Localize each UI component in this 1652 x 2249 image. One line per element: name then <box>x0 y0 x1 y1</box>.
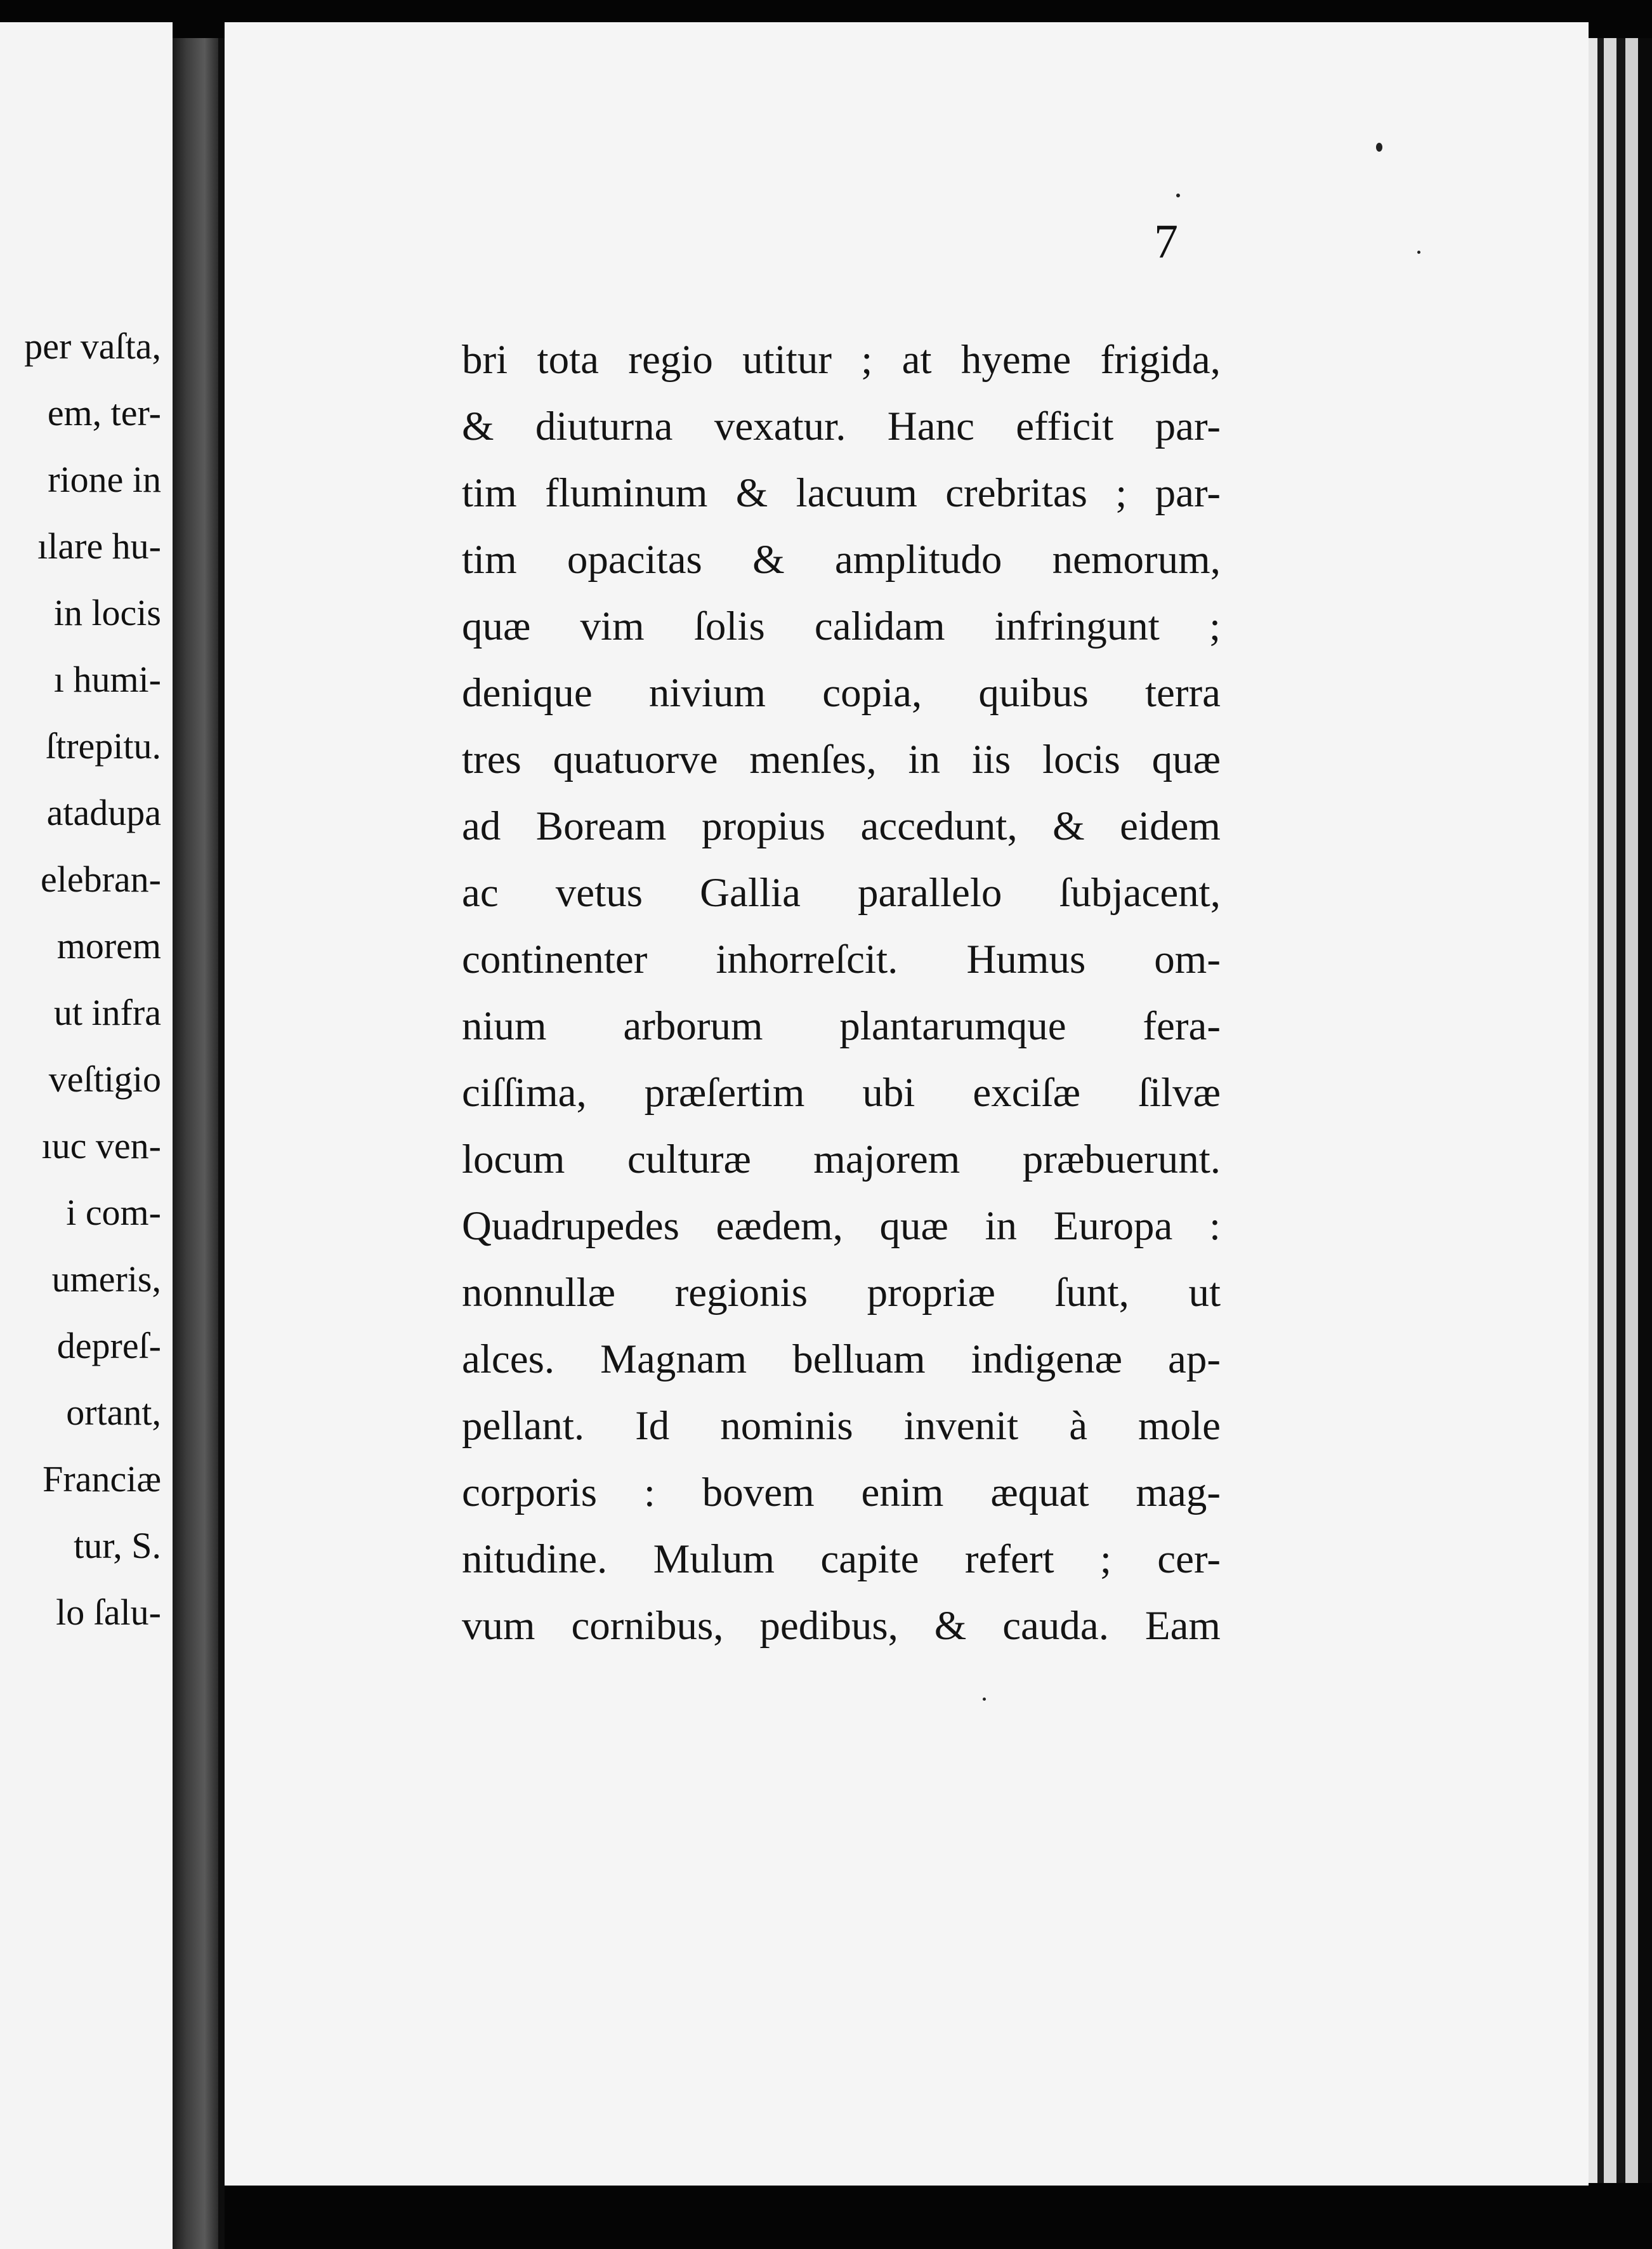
previous-page-line: rione in <box>48 459 161 500</box>
previous-page-line: veſtigio <box>48 1059 161 1100</box>
body-text <box>462 327 1221 1659</box>
text-line: pellant. Id nominis invenit à mole <box>462 1403 1221 1449</box>
gutter-shadow <box>218 38 225 2249</box>
previous-page-line: ıuc ven- <box>41 1125 161 1166</box>
text-line: nonnullæ regionis propriæ ſunt, ut <box>462 1270 1221 1316</box>
previous-page-line: umeris, <box>51 1258 161 1300</box>
scan-speck <box>1376 143 1382 152</box>
previous-page-line: i com- <box>66 1192 161 1233</box>
previous-page-line: ut infra <box>53 992 161 1033</box>
previous-page-line: morem <box>56 925 161 966</box>
previous-page-line: ı humi- <box>53 659 161 700</box>
page-edge <box>1604 38 1616 2183</box>
scan-speck <box>1417 251 1420 254</box>
previous-page-line: em, ter- <box>47 392 161 433</box>
text-line: alces. Magnam belluam indigenæ ap- <box>462 1336 1221 1382</box>
text-line: bri tota regio utitur ; at hyeme frigida, <box>462 337 1221 383</box>
main-page <box>225 22 1589 2186</box>
text-line: corporis : bovem enim æquat mag- <box>462 1470 1221 1515</box>
previous-page-line: per vaſta, <box>24 326 161 367</box>
previous-page-line: Franciæ <box>43 1458 161 1500</box>
scan-speck <box>983 1698 986 1701</box>
text-line: ad Boream propius accedunt, & eidem <box>462 803 1221 849</box>
page-number: 7 <box>1154 215 1178 268</box>
scan-speck <box>1176 194 1180 197</box>
text-line: & diuturna vexatur. Hanc efficit par- <box>462 404 1221 449</box>
book-gutter <box>173 38 218 2249</box>
text-line: denique nivium copia, quibus terra <box>462 670 1221 716</box>
page-edge <box>1589 38 1597 2183</box>
text-line: tim fluminum & lacuum crebritas ; par- <box>462 470 1221 516</box>
page-edge <box>1597 38 1604 2183</box>
text-line: quæ vim ſolis calidam infringunt ; <box>462 603 1221 649</box>
previous-page-line: ortant, <box>66 1392 161 1433</box>
page-edge <box>1638 38 1652 2183</box>
text-line: tim opacitas & amplitudo nemorum, <box>462 537 1221 583</box>
text-line: nium arborum plantarumque fera- <box>462 1003 1221 1049</box>
page-edge <box>1616 38 1625 2183</box>
previous-page-line: depreſ- <box>56 1325 161 1366</box>
text-line: vum cornibus, pedibus, & cauda. Eam <box>462 1603 1221 1649</box>
text-line: ac vetus Gallia parallelo ſubjacent, <box>462 870 1221 916</box>
text-line: continenter inhorreſcit. Humus om- <box>462 937 1221 982</box>
previous-page-line: ſtrepitu. <box>45 725 161 767</box>
text-line: Quadrupedes eædem, quæ in Europa : <box>462 1203 1221 1249</box>
text-line: nitudine. Mulum capite refert ; cer- <box>462 1536 1221 1582</box>
previous-page-line: lo ſalu- <box>56 1592 161 1633</box>
previous-page-line: atadupa <box>46 792 161 833</box>
previous-page-line: elebran- <box>41 859 161 900</box>
previous-page-fragment <box>0 22 173 2249</box>
text-line: ciſſima, præſertim ubi exciſæ ſilvæ <box>462 1070 1221 1116</box>
previous-page-line: ılare hu- <box>37 525 161 567</box>
text-line: locum culturæ majorem præbuerunt. <box>462 1137 1221 1182</box>
previous-page-line: in locis <box>53 592 161 633</box>
text-line: tres quatuorve menſes, in iis locis quæ <box>462 737 1221 782</box>
page-edge <box>1625 38 1638 2183</box>
previous-page-line: tur, S. <box>74 1525 161 1566</box>
